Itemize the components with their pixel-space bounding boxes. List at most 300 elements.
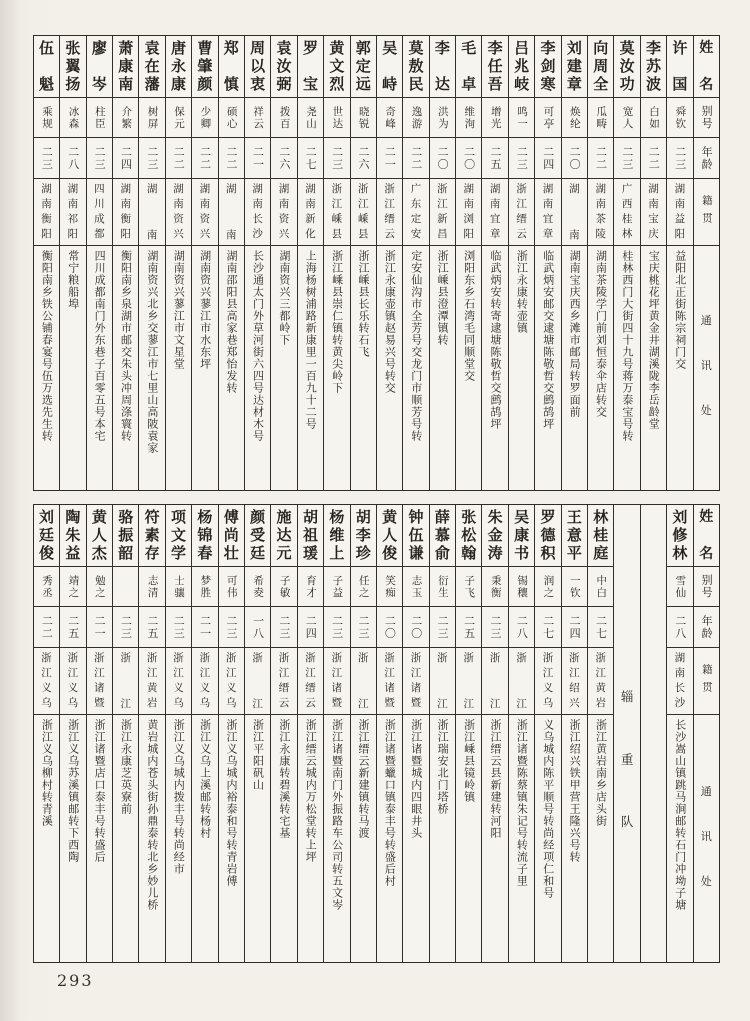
- person-name: [509, 505, 534, 567]
- person-address: [430, 246, 455, 490]
- char-glyph: 浏: [463, 213, 475, 226]
- char-glyph: 锦: [197, 526, 213, 544]
- person-origin: [113, 648, 138, 715]
- char-glyph: 杰: [91, 544, 107, 562]
- person-name: [298, 505, 323, 567]
- person-origin: [166, 648, 191, 715]
- person-address: [641, 246, 666, 490]
- person-age: [430, 138, 455, 179]
- age-header: [694, 607, 719, 648]
- person-name: [667, 36, 692, 98]
- char-glyph: 义: [41, 682, 52, 695]
- header-column: [693, 36, 719, 490]
- char-glyph: 益: [674, 213, 686, 226]
- person-name: [139, 505, 164, 567]
- char-glyph: 达: [434, 75, 450, 93]
- char-glyph: 南: [569, 228, 580, 241]
- alias-header: [694, 567, 719, 607]
- char-glyph: 义: [199, 682, 211, 695]
- char-glyph: 俊: [382, 544, 398, 562]
- person-origin: [482, 179, 507, 246]
- person-alias: [324, 567, 349, 607]
- vertical-text: 一钦: [568, 574, 581, 599]
- person-alias: [324, 98, 349, 138]
- person-origin: [535, 179, 560, 246]
- person-age: [219, 138, 244, 179]
- char-glyph: 金: [487, 526, 503, 544]
- vertical-text: 瓜畴: [595, 105, 608, 130]
- char-glyph: 永: [170, 57, 186, 75]
- page-number: 293: [57, 971, 94, 990]
- char-glyph: 翰: [461, 544, 477, 562]
- person-alias: [667, 98, 692, 138]
- person-column: [323, 36, 349, 490]
- char-glyph: 张: [65, 39, 81, 57]
- person-name: [34, 36, 59, 98]
- person-alias: [535, 98, 560, 138]
- char-glyph: 慕: [434, 526, 450, 544]
- vertical-text: 二二: [647, 145, 661, 171]
- person-age: [298, 138, 323, 179]
- person-column: [270, 36, 296, 490]
- vertical-text: 子益: [331, 574, 344, 599]
- char-glyph: 剑: [540, 57, 556, 75]
- char-glyph: 昌: [437, 228, 448, 241]
- person-name: [87, 505, 112, 567]
- vertical-text: 桂林西门大街四十九号蒋万泰宝号转: [620, 250, 634, 442]
- char-glyph: 莫: [619, 39, 635, 57]
- vertical-text: 二二: [594, 145, 608, 171]
- vertical-text: 浙江嵊县镜岭镇: [462, 719, 476, 803]
- char-glyph: 吾: [487, 75, 503, 93]
- person-name: [166, 36, 191, 98]
- person-origin: [245, 648, 270, 715]
- person-column: [138, 505, 164, 962]
- person-address: [588, 715, 613, 962]
- vertical-text: 冰森: [67, 105, 80, 130]
- vertical-text: 二五: [462, 614, 476, 640]
- person-name: [377, 36, 402, 98]
- vertical-text: 长沙嵩山镇跳马涧邮转石门冲坳子塘: [673, 719, 687, 911]
- person-age: [456, 607, 481, 648]
- person-address: [271, 715, 296, 962]
- vertical-text: 二三: [145, 145, 159, 171]
- char-glyph: 暨: [410, 697, 422, 710]
- person-address: [192, 715, 217, 962]
- person-name: [456, 505, 481, 567]
- char-glyph: 嵊: [331, 213, 343, 226]
- vertical-text: 湖南邵阳县高家巷郑怡发转: [225, 250, 239, 394]
- person-origin: [509, 648, 534, 715]
- char-glyph: 江: [357, 198, 369, 211]
- person-age: [139, 607, 164, 648]
- person-name: [271, 505, 296, 567]
- person-age: [377, 607, 402, 648]
- person-age: [34, 138, 59, 179]
- char-glyph: 李: [434, 39, 450, 57]
- person-address: [351, 715, 376, 962]
- char-glyph: 谦: [408, 544, 424, 562]
- char-glyph: 南: [463, 198, 475, 211]
- person-origin: [271, 648, 296, 715]
- char-glyph: 文: [329, 57, 345, 75]
- char-glyph: 阳: [120, 228, 131, 241]
- person-alias: [456, 98, 481, 138]
- person-origin: [588, 648, 613, 715]
- person-origin: [482, 648, 507, 715]
- char-glyph: 袁: [276, 39, 292, 57]
- char-glyph: 浙: [278, 652, 290, 664]
- vertical-text: 籍贯: [700, 663, 713, 699]
- person-name: [87, 36, 112, 98]
- vertical-text: 二〇: [383, 614, 397, 640]
- person-age: [535, 607, 560, 648]
- person-alias: [562, 567, 587, 607]
- person-alias: [192, 98, 217, 138]
- char-glyph: 湖: [173, 183, 184, 195]
- char-glyph: 南: [595, 198, 606, 211]
- char-glyph: 黄: [382, 508, 398, 526]
- vertical-text: 二五: [145, 614, 159, 640]
- person-alias: [87, 567, 112, 607]
- person-column: [666, 505, 692, 962]
- char-glyph: 浙: [437, 183, 448, 195]
- person-column: [508, 36, 534, 490]
- name-header: [694, 36, 719, 98]
- vertical-text: 浙江义乌城内拨丰号转尚经市: [172, 719, 186, 875]
- char-glyph: 讯: [700, 359, 712, 372]
- char-glyph: 涛: [487, 544, 503, 562]
- person-column: [112, 36, 138, 490]
- vertical-text: 浙江诸暨城内四眼井头: [409, 719, 423, 839]
- person-column: [561, 36, 587, 490]
- char-glyph: 南: [173, 198, 184, 211]
- char-glyph: 江: [173, 667, 184, 680]
- char-glyph: 诸: [331, 682, 343, 695]
- char-glyph: 朱: [487, 508, 503, 526]
- char-glyph: 民: [408, 75, 424, 93]
- person-address: [87, 715, 112, 962]
- person-column: [34, 36, 59, 490]
- person-column: [508, 505, 534, 962]
- char-glyph: 义: [226, 682, 237, 695]
- age-header: [694, 138, 719, 179]
- char-glyph: 浙: [331, 183, 343, 195]
- char-glyph: 义: [542, 682, 554, 695]
- person-origin: [113, 179, 138, 246]
- person-name: [588, 505, 613, 567]
- char-glyph: 浙: [67, 652, 79, 664]
- person-name: [482, 36, 507, 98]
- person-address: [456, 246, 481, 490]
- person-column: [666, 36, 692, 490]
- person-alias: [139, 567, 164, 607]
- vertical-text: 二一: [383, 145, 397, 171]
- person-alias: [351, 567, 376, 607]
- section-divider-column: [640, 505, 666, 962]
- char-glyph: 肇: [197, 57, 213, 75]
- char-glyph: 慎: [223, 75, 239, 93]
- char-glyph: 益: [65, 544, 81, 562]
- char-glyph: 廷: [250, 544, 266, 562]
- char-glyph: 林: [672, 544, 688, 562]
- char-glyph: 国: [672, 75, 688, 93]
- char-glyph: 重: [620, 751, 634, 767]
- vertical-text: 勉之: [93, 574, 106, 599]
- char-glyph: 功: [619, 75, 635, 93]
- vertical-text: 浙江诸暨蠟口镇泰丰号转盛后村: [383, 719, 397, 887]
- person-column: [587, 505, 613, 962]
- person-column: [165, 36, 191, 490]
- char-glyph: 陵: [595, 228, 606, 241]
- char-glyph: 岩: [146, 697, 158, 710]
- char-glyph: 江: [384, 667, 395, 680]
- char-glyph: 积: [540, 544, 556, 562]
- char-glyph: 远: [355, 75, 371, 93]
- vertical-text: 乘规: [41, 105, 54, 130]
- vertical-text: 二二: [172, 145, 186, 171]
- char-glyph: 符: [144, 508, 160, 526]
- char-glyph: 衷: [250, 75, 266, 93]
- char-glyph: 江: [516, 198, 527, 211]
- person-origin: [271, 179, 296, 246]
- char-glyph: 江: [67, 667, 79, 680]
- vertical-text: 保元: [173, 105, 185, 130]
- person-alias: [60, 567, 85, 607]
- person-alias: [377, 567, 402, 607]
- char-glyph: 江: [595, 667, 606, 680]
- vertical-text: 二三: [436, 614, 450, 640]
- char-glyph: 萧: [118, 39, 134, 57]
- vertical-text: 湖南资兴三都岭下: [277, 250, 291, 346]
- vertical-text: 浙江义乌城内裕泰和号转青岩傅: [225, 719, 239, 887]
- person-name: [509, 36, 534, 98]
- char-glyph: 浙: [516, 652, 527, 664]
- char-glyph: 韶: [118, 544, 134, 562]
- person-address: [509, 246, 534, 490]
- char-glyph: 南: [489, 198, 501, 211]
- person-address: [166, 246, 191, 490]
- vertical-text: 二八: [673, 614, 687, 640]
- char-glyph: 敖: [408, 57, 424, 75]
- char-glyph: 辎: [620, 689, 634, 704]
- char-glyph: 乌: [67, 697, 79, 710]
- char-glyph: 义: [67, 682, 79, 695]
- char-glyph: 化: [305, 228, 316, 241]
- char-glyph: 浙: [384, 183, 395, 195]
- person-column: [587, 36, 613, 490]
- char-glyph: 春: [197, 544, 213, 562]
- person-alias: [245, 98, 270, 138]
- person-alias: [139, 98, 164, 138]
- person-origin: [403, 179, 428, 246]
- char-glyph: 元: [276, 544, 292, 562]
- person-address: [245, 715, 270, 962]
- vertical-text: 定安仙沟市全芳号交龙门市顺芳号转: [409, 250, 423, 442]
- vertical-text: 可亭: [542, 105, 555, 130]
- person-age: [667, 607, 692, 648]
- person-column: [165, 505, 191, 962]
- person-origin: [60, 179, 85, 246]
- person-alias: [509, 567, 534, 607]
- person-age: [192, 138, 217, 179]
- char-glyph: 素: [144, 526, 160, 544]
- vertical-text: 常宁粮船埠: [66, 250, 80, 310]
- vertical-text: 二三: [673, 145, 687, 171]
- person-address: [245, 246, 270, 490]
- person-address: [324, 715, 349, 962]
- person-origin: [509, 179, 534, 246]
- char-glyph: 湖: [199, 183, 211, 195]
- person-origin: [351, 648, 376, 715]
- person-alias: [166, 98, 191, 138]
- char-glyph: 湖: [252, 183, 263, 195]
- person-address: [667, 715, 692, 962]
- person-column: [297, 505, 323, 962]
- char-glyph: 扬: [65, 75, 81, 93]
- char-glyph: 薛: [434, 508, 450, 526]
- person-origin: [324, 648, 349, 715]
- char-glyph: 湖: [41, 183, 52, 195]
- person-column: [613, 36, 639, 490]
- person-column: [534, 505, 560, 962]
- person-name: [219, 505, 244, 567]
- person-column: [218, 36, 244, 490]
- char-glyph: 暨: [94, 697, 105, 710]
- person-origin: [641, 179, 666, 246]
- char-glyph: 定: [410, 213, 422, 226]
- char-glyph: 资: [199, 213, 211, 226]
- person-alias: [377, 98, 402, 138]
- person-age: [535, 138, 560, 179]
- char-glyph: 章: [489, 228, 501, 241]
- person-name: [403, 36, 428, 98]
- char-glyph: 江: [410, 667, 422, 680]
- char-glyph: 名: [699, 546, 714, 562]
- char-glyph: 松: [461, 526, 477, 544]
- vertical-text: 二三: [488, 614, 502, 640]
- person-age: [192, 607, 217, 648]
- person-address: [113, 715, 138, 962]
- char-glyph: 湖: [67, 183, 79, 195]
- vertical-text: 二〇: [568, 145, 582, 171]
- char-glyph: 乌: [199, 697, 211, 710]
- person-origin: [430, 179, 455, 246]
- person-age: [482, 138, 507, 179]
- char-glyph: 以: [250, 57, 266, 75]
- char-glyph: 李: [487, 39, 503, 57]
- vertical-text: 二三: [172, 614, 186, 640]
- char-glyph: 章: [542, 228, 554, 241]
- char-glyph: 浙: [146, 652, 158, 664]
- vertical-text: 二四: [568, 614, 582, 640]
- char-glyph: 南: [278, 198, 290, 211]
- char-glyph: 黄: [329, 39, 345, 57]
- char-glyph: 浙: [384, 652, 395, 664]
- char-glyph: 岩: [595, 697, 606, 710]
- vertical-text: 子敏: [278, 574, 291, 599]
- char-glyph: 王: [566, 508, 582, 526]
- char-glyph: 南: [67, 198, 79, 211]
- char-glyph: 西: [621, 198, 633, 211]
- person-name: [430, 505, 455, 567]
- vertical-text: 临武炳安邮交逮塘陈敬哲交鹧鸪坪: [541, 250, 555, 430]
- char-glyph: 胡: [302, 508, 318, 526]
- vertical-text: 二三: [330, 145, 344, 171]
- person-address: [562, 715, 587, 962]
- person-column: [376, 505, 402, 962]
- person-address: [219, 246, 244, 490]
- vertical-text: 浙江义乌上溪邮转杨村: [198, 719, 212, 839]
- person-name: [60, 36, 85, 98]
- char-glyph: 曹: [197, 39, 213, 57]
- char-glyph: 嵊: [357, 213, 369, 226]
- char-glyph: 壮: [223, 544, 239, 562]
- vertical-text: 二三: [93, 145, 107, 171]
- char-glyph: 江: [384, 198, 395, 211]
- vertical-text: 浙江绍兴铁甲营王隆兴号转: [568, 719, 582, 863]
- char-glyph: 寒: [540, 75, 556, 93]
- char-glyph: 汝: [276, 57, 292, 75]
- vertical-text: 少卿: [199, 105, 212, 130]
- person-address: [403, 246, 428, 490]
- char-glyph: 周: [250, 39, 266, 57]
- person-address: [34, 715, 59, 962]
- char-glyph: 江: [278, 667, 290, 680]
- char-glyph: 江: [199, 667, 211, 680]
- char-glyph: 浙: [437, 652, 448, 664]
- vertical-text: 白如: [648, 105, 661, 130]
- char-glyph: 县: [357, 228, 369, 241]
- person-origin: [192, 179, 217, 246]
- person-name: [588, 36, 613, 98]
- person-address: [535, 715, 560, 962]
- person-alias: [456, 567, 481, 607]
- person-age: [641, 138, 666, 179]
- vertical-text: 浙江嵊县长乐转石飞: [357, 250, 370, 358]
- char-glyph: 朱: [65, 526, 81, 544]
- person-origin: [166, 179, 191, 246]
- person-origin: [667, 179, 692, 246]
- char-glyph: 袁: [144, 39, 160, 57]
- person-address: [351, 246, 376, 490]
- char-glyph: 伍: [408, 526, 424, 544]
- person-column: [86, 36, 112, 490]
- char-glyph: 浙: [357, 183, 369, 195]
- person-age: [324, 138, 349, 179]
- person-alias: [614, 98, 639, 138]
- char-glyph: 浙: [41, 652, 52, 664]
- vertical-text: 秀丞: [41, 574, 54, 599]
- person-address: [430, 715, 455, 962]
- person-age: [87, 138, 112, 179]
- person-address: [482, 715, 507, 962]
- vertical-text: 湖南资兴蓼江市文星堂: [172, 250, 186, 370]
- char-glyph: 江: [489, 697, 501, 710]
- vertical-text: 湖南资兴蓼江市水东坪: [198, 250, 212, 370]
- vertical-text: 二一: [198, 614, 212, 640]
- char-glyph: 江: [305, 667, 316, 680]
- origin-header: [694, 648, 719, 715]
- vertical-text: 二三: [357, 614, 370, 640]
- person-age: [509, 138, 534, 179]
- char-glyph: 学: [170, 544, 186, 562]
- vertical-text: 维洵: [463, 105, 476, 130]
- char-glyph: 东: [410, 198, 422, 211]
- char-glyph: 庆: [648, 228, 659, 241]
- char-glyph: 尚: [223, 526, 239, 544]
- vertical-text: 上海杨树浦路新康里一百九十二号: [304, 250, 318, 430]
